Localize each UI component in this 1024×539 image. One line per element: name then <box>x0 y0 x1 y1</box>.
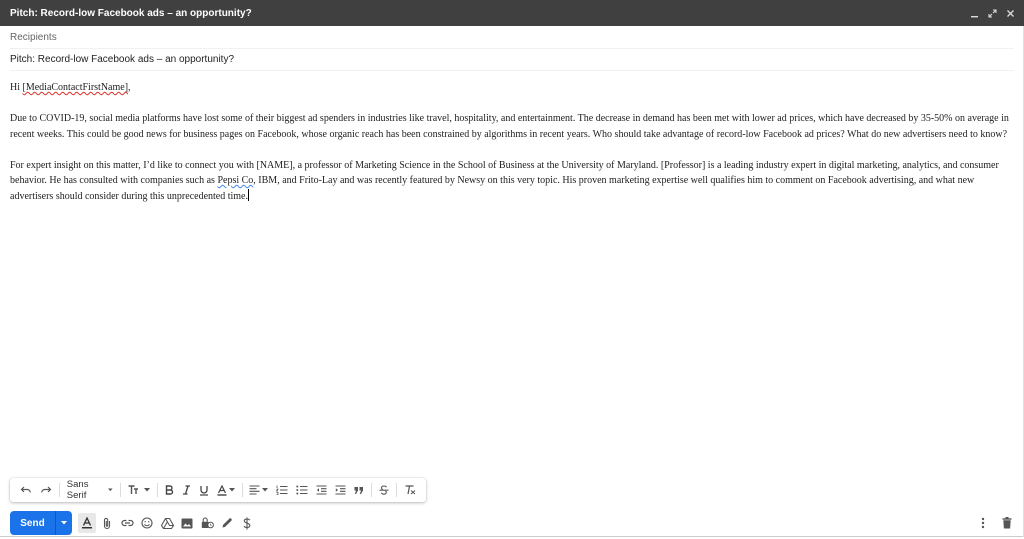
toolbar-divider <box>59 483 60 497</box>
italic-icon <box>182 485 191 495</box>
toolbar-divider <box>242 483 243 497</box>
indent-more-button[interactable] <box>331 480 350 500</box>
remove-formatting-button[interactable] <box>400 480 420 500</box>
text-color-button[interactable] <box>213 480 239 500</box>
toolbar-divider <box>396 483 397 497</box>
text-format-icon <box>81 517 93 529</box>
bold-button[interactable] <box>161 480 178 500</box>
request-money-button[interactable] <box>238 513 256 533</box>
dropdown-arrow-icon <box>144 488 150 492</box>
redo-button[interactable] <box>36 480 56 500</box>
recipients-field[interactable] <box>10 26 1014 49</box>
pepsi-co-text: Pepsi Co <box>217 175 254 186</box>
pen-icon <box>221 517 233 529</box>
confidential-mode-button[interactable] <box>198 513 216 533</box>
body-paragraph-1: Due to COVID-19, social media platforms have lost some of their biggest ad spenders in industries like travel, hospitality, and entertainment. The decrease in demand has been met with lower ad prices, which have decreased by 35-50% on average in recent weeks. This could be good news for business pages on Facebook, whose organic reach has been constrained by algorithms in recent years. Who should take advantage of record-low Facebook ad prices? What do new advertisers need to know? <box>10 113 1009 140</box>
paragraph2-text-b: , IBM, and Frito-Lay and was recently featured by Newsy on this very topic. His proven marketing expertise well qualifies him to comment on Facebook advertising, and what new advertisers should consider during this unprecedented time. <box>10 175 975 202</box>
insert-photo-button[interactable] <box>178 513 196 533</box>
dollar-icon <box>243 517 251 530</box>
subject-field[interactable] <box>10 49 1014 71</box>
subject-value: Pitch: Record-low Facebook ads – an opportunity? <box>10 54 235 65</box>
align-left-icon <box>249 485 260 495</box>
body-paragraph-2 <box>10 158 1014 205</box>
text-caret <box>248 189 249 201</box>
undo-icon <box>20 485 32 495</box>
recipients-label: Recipients <box>10 31 57 43</box>
strikethrough-button[interactable] <box>375 480 393 500</box>
compose-bottom-bar <box>0 511 1024 537</box>
expand-icon[interactable] <box>986 7 998 19</box>
text-size-icon <box>128 485 142 495</box>
paragraph2-text-a: For expert insight on this matter, I’d like to connect you with [NAME], a professor of Marketing Science in the School of Business at the University of Maryland. [Professor] is a leading industry expert in digital marketing, analytics, and consumer behavior. He has consulted with companies such as <box>10 159 999 186</box>
undo-button[interactable] <box>16 480 36 500</box>
send-button-group <box>10 511 72 535</box>
greeting-line <box>10 80 1014 96</box>
photo-icon <box>181 518 193 529</box>
indent-more-icon <box>335 485 346 495</box>
send-button[interactable]: Send <box>20 517 45 529</box>
remove-formatting-icon <box>404 485 416 495</box>
emoji-icon <box>141 517 153 529</box>
greeting-prefix: Hi <box>10 82 23 93</box>
compose-right-tools <box>974 513 1016 533</box>
align-button[interactable] <box>245 480 272 500</box>
indent-less-button[interactable] <box>312 480 331 500</box>
quote-icon <box>354 486 364 495</box>
insert-emoji-button[interactable] <box>138 513 156 533</box>
strikethrough-icon <box>379 485 389 495</box>
redo-icon <box>40 485 52 495</box>
lock-clock-icon <box>201 517 214 529</box>
attach-file-button[interactable] <box>98 513 116 533</box>
numbered-list-icon <box>276 485 288 495</box>
insert-drive-button[interactable] <box>158 513 176 533</box>
link-icon <box>121 519 134 527</box>
more-options-button[interactable] <box>974 513 992 533</box>
bold-icon <box>165 485 174 495</box>
window-controls <box>968 7 1016 19</box>
dropdown-arrow-icon <box>262 488 268 492</box>
greeting-name: [MediaContactFirstName] <box>22 82 129 93</box>
discard-draft-button[interactable] <box>998 513 1016 533</box>
toolbar-divider <box>120 483 121 497</box>
font-family-value: Sans Serif <box>66 479 89 501</box>
insert-signature-button[interactable] <box>218 513 236 533</box>
insert-link-button[interactable] <box>118 513 136 533</box>
underline-button[interactable] <box>195 480 213 500</box>
compose-tools <box>78 513 256 533</box>
underline-icon <box>199 485 209 496</box>
toolbar-divider <box>371 483 372 497</box>
paperclip-icon <box>102 517 112 530</box>
more-vert-icon <box>981 517 985 529</box>
greeting-suffix: , <box>128 82 131 93</box>
minimize-icon[interactable] <box>968 7 980 19</box>
send-options-button[interactable] <box>55 511 72 535</box>
text-color-icon <box>217 485 227 496</box>
font-family-select[interactable] <box>63 480 117 500</box>
drive-icon <box>161 518 174 529</box>
toolbar-divider <box>157 483 158 497</box>
bulleted-list-icon <box>296 485 308 495</box>
window-title: Pitch: Record-low Facebook ads – an opportunity? <box>10 7 252 19</box>
window-bottom-border <box>0 536 1024 537</box>
formatting-toolbar <box>10 478 426 502</box>
numbered-list-button[interactable] <box>272 480 292 500</box>
trash-icon <box>1002 517 1012 529</box>
message-body[interactable] <box>10 80 1014 220</box>
close-icon[interactable] <box>1004 7 1016 19</box>
formatting-options-button[interactable] <box>78 513 96 533</box>
italic-button[interactable] <box>178 480 195 500</box>
font-size-button[interactable] <box>124 480 154 500</box>
dropdown-arrow-icon <box>229 488 235 492</box>
compose-titlebar[interactable] <box>0 0 1024 26</box>
dropdown-arrow-icon <box>108 488 113 492</box>
indent-less-icon <box>316 485 327 495</box>
chevron-down-icon <box>61 521 67 525</box>
bulleted-list-button[interactable] <box>292 480 312 500</box>
quote-button[interactable] <box>350 480 368 500</box>
